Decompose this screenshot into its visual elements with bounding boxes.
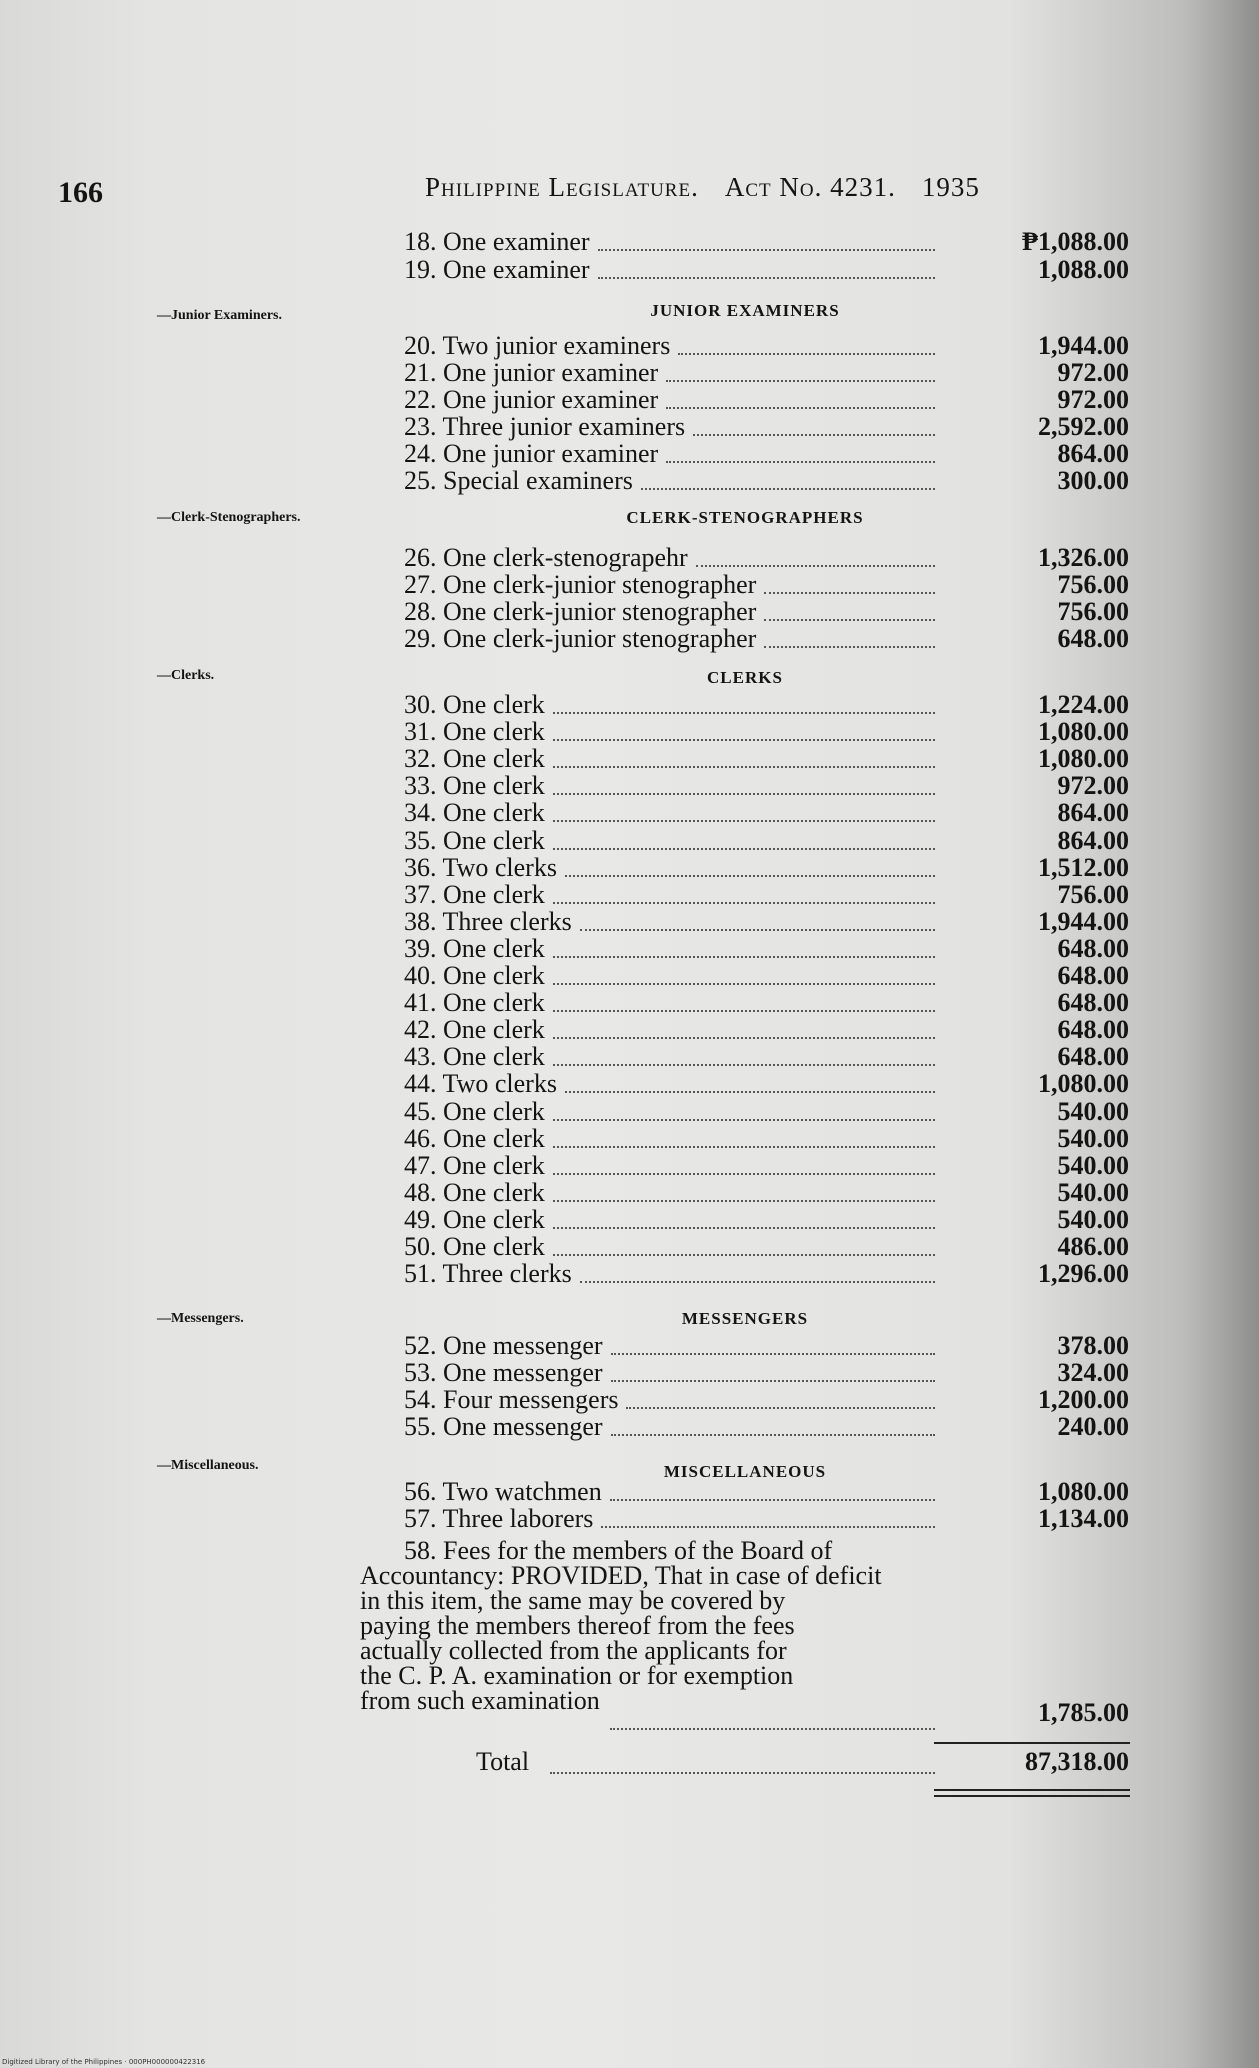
leader-dots xyxy=(565,875,935,877)
item-58-line: from such examination xyxy=(360,1686,600,1715)
digitization-footer: Digitized Library of the Philippines · 000PH000000422316 xyxy=(2,2058,206,2066)
item-amount: 1,224.00 xyxy=(1038,690,1129,719)
table-row xyxy=(0,717,1259,747)
item-amount: 1,944.00 xyxy=(1038,331,1129,360)
item-amount: 1,134.00 xyxy=(1038,1504,1129,1533)
item-58-line: the C. P. A. examination or for exemption xyxy=(360,1661,794,1690)
leader-dots xyxy=(666,461,935,463)
item-label: 35. One clerk xyxy=(404,825,545,855)
leader-dots xyxy=(565,1091,935,1093)
table-row xyxy=(0,385,1259,412)
table-row xyxy=(0,624,1259,651)
table-row xyxy=(0,826,1259,853)
item-amount: 240.00 xyxy=(1057,1412,1129,1441)
item-amount: 540.00 xyxy=(1057,1204,1129,1234)
total-label: Total xyxy=(476,1747,530,1776)
table-row xyxy=(0,744,1259,774)
item-label: 53. One messenger xyxy=(404,1358,603,1387)
item-label: 20. Two junior examiners xyxy=(404,331,671,360)
item-label: 44. Two clerks xyxy=(404,1069,557,1099)
item-amount: 486.00 xyxy=(1057,1232,1129,1261)
table-row xyxy=(0,1124,1259,1151)
item-label: 40. One clerk xyxy=(404,961,545,990)
leader-dots xyxy=(553,1064,935,1066)
table-row xyxy=(0,880,1259,907)
leader-dots xyxy=(553,1119,935,1121)
item-label: 36. Two clerks xyxy=(404,852,557,882)
item-label: 29. One clerk-junior stenographer xyxy=(404,624,757,653)
leader-dots xyxy=(601,1526,935,1528)
item-label: 52. One messenger xyxy=(404,1331,603,1360)
table-row xyxy=(0,439,1259,466)
item-label: 38. Three clerks xyxy=(404,906,572,936)
table-row xyxy=(0,543,1259,570)
item-label: 55. One messenger xyxy=(404,1412,603,1441)
total-amount: 87,318.00 xyxy=(1025,1747,1129,1776)
leader-dots xyxy=(611,1353,935,1355)
margin-note: —Miscellaneous. xyxy=(157,1458,259,1473)
item-label: 39. One clerk xyxy=(404,933,545,963)
leader-dots xyxy=(553,1146,935,1148)
item-label: 21. One junior examiner xyxy=(404,358,659,387)
item-58-line: actually collected from the applicants for xyxy=(360,1636,787,1665)
table-row xyxy=(0,1331,1259,1358)
item-amount: 756.00 xyxy=(1057,879,1129,909)
item-label: 25. Special examiners xyxy=(404,466,633,495)
item-amount: 648.00 xyxy=(1057,624,1129,653)
item-label: 23. Three junior examiners xyxy=(404,412,686,441)
item-label: 46. One clerk xyxy=(404,1123,545,1153)
item-label: 57. Three laborers xyxy=(404,1504,594,1533)
table-row xyxy=(0,1042,1259,1072)
leader-dots xyxy=(580,1281,935,1283)
table-row xyxy=(0,988,1259,1018)
item-amount: 864.00 xyxy=(1057,439,1129,468)
item-amount: 540.00 xyxy=(1057,1177,1129,1207)
table-row xyxy=(0,255,1259,282)
item-58-line: 58. Fees for the members of the Board of xyxy=(404,1536,833,1565)
leader-dots xyxy=(678,353,935,355)
page-number: 166 xyxy=(58,176,103,209)
item-label: 43. One clerk xyxy=(404,1042,545,1072)
item-label: 27. One clerk-junior stenographer xyxy=(404,570,757,599)
margin-note: —Messengers. xyxy=(157,1311,244,1326)
table-row xyxy=(0,227,1259,254)
table-row xyxy=(0,690,1259,717)
table-row xyxy=(0,1151,1259,1178)
table-row xyxy=(0,1259,1259,1289)
item-amount: 378.00 xyxy=(1057,1331,1129,1360)
leader-dots xyxy=(610,1499,935,1501)
item-amount: 1,088.00 xyxy=(1038,255,1129,284)
item-amount: 1,080.00 xyxy=(1038,744,1129,774)
item-amount: 756.00 xyxy=(1057,597,1129,626)
item-amount: 1,785.00 xyxy=(1038,1698,1129,1727)
item-amount: 648.00 xyxy=(1057,961,1129,990)
leader-dots xyxy=(553,1200,935,1202)
leader-dots xyxy=(553,739,935,741)
table-row xyxy=(0,331,1259,358)
leader-dots xyxy=(553,956,935,958)
leader-dots xyxy=(626,1407,935,1409)
leader-dots xyxy=(553,902,935,904)
table-row xyxy=(0,358,1259,385)
leader-dots xyxy=(598,249,935,251)
item-label: 31. One clerk xyxy=(404,717,545,747)
leader-dots xyxy=(553,1010,935,1012)
item-label: 48. One clerk xyxy=(404,1177,545,1207)
margin-note: —Clerk-Stenographers. xyxy=(157,510,301,525)
leader-dots xyxy=(550,1772,935,1774)
item-amount: 1,080.00 xyxy=(1038,1069,1129,1099)
item-label: 50. One clerk xyxy=(404,1232,545,1261)
item-label: 18. One examiner xyxy=(404,227,590,256)
double-rule xyxy=(934,1795,1130,1797)
margin-note: —Junior Examiners. xyxy=(157,308,282,323)
item-58-line: paying the members thereof from the fees xyxy=(360,1611,795,1640)
table-row xyxy=(0,961,1259,988)
item-amount: 648.00 xyxy=(1057,988,1129,1018)
leader-dots xyxy=(611,1380,935,1382)
double-rule xyxy=(934,1789,1130,1791)
leader-dots xyxy=(666,407,935,409)
leader-dots xyxy=(553,793,935,795)
item-label: 30. One clerk xyxy=(404,690,545,719)
table-row xyxy=(0,1504,1259,1531)
item-label: 45. One clerk xyxy=(404,1096,545,1126)
table-row xyxy=(0,1097,1259,1124)
section-heading: CLERKS xyxy=(707,668,783,687)
leader-dots xyxy=(553,712,935,714)
item-amount: 1,080.00 xyxy=(1038,717,1129,747)
leader-dots xyxy=(764,619,935,621)
table-row xyxy=(0,1385,1259,1412)
item-amount: 1,200.00 xyxy=(1038,1385,1129,1414)
table-row xyxy=(0,1358,1259,1385)
leader-dots xyxy=(553,1254,935,1256)
leader-dots xyxy=(610,1728,935,1730)
item-amount: 540.00 xyxy=(1057,1096,1129,1126)
item-amount: 864.00 xyxy=(1057,825,1129,855)
header-act: Act No. 4231. xyxy=(724,172,896,202)
table-row xyxy=(0,1232,1259,1259)
section-heading: MESSENGERS xyxy=(681,1309,809,1328)
table-row xyxy=(0,771,1259,801)
table-row xyxy=(0,1412,1259,1439)
leader-dots xyxy=(696,565,935,567)
item-label: 54. Four messengers xyxy=(404,1385,619,1414)
item-label: 26. One clerk-stenograpehr xyxy=(404,543,688,572)
item-label: 37. One clerk xyxy=(404,879,545,909)
item-amount: 324.00 xyxy=(1057,1358,1129,1387)
item-label: 22. One junior examiner xyxy=(404,385,659,414)
margin-note: —Clerks. xyxy=(157,668,215,683)
item-amount: 756.00 xyxy=(1057,570,1129,599)
item-amount: 972.00 xyxy=(1057,771,1129,801)
item-amount: 972.00 xyxy=(1057,358,1129,387)
table-row xyxy=(0,1178,1259,1205)
leader-dots xyxy=(611,1434,935,1436)
table-row xyxy=(0,1069,1259,1099)
leader-dots xyxy=(553,848,935,850)
leader-dots xyxy=(764,646,935,648)
item-amount: 1,512.00 xyxy=(1038,852,1129,882)
running-header xyxy=(425,172,980,203)
table-row xyxy=(0,597,1259,624)
table-row xyxy=(0,907,1259,934)
table-row xyxy=(0,1205,1259,1232)
item-amount: 2,592.00 xyxy=(1038,412,1129,441)
leader-dots xyxy=(693,434,935,436)
item-label: 42. One clerk xyxy=(404,1015,545,1045)
leader-dots xyxy=(553,983,935,985)
item-58-line: Accountancy: PROVIDED, That in case of deficit xyxy=(360,1561,882,1590)
item-58-line: in this item, the same may be covered by xyxy=(360,1586,786,1615)
item-58-paragraph xyxy=(360,1538,936,1713)
leader-dots xyxy=(764,592,935,594)
table-row xyxy=(0,412,1259,439)
item-label: 51. Three clerks xyxy=(404,1259,572,1289)
item-amount: 1,944.00 xyxy=(1038,906,1129,936)
leader-dots xyxy=(553,1227,935,1229)
header-legislature: Philippine Legislature. xyxy=(425,172,699,202)
item-label: 28. One clerk-junior stenographer xyxy=(404,597,757,626)
table-row xyxy=(0,570,1259,597)
item-amount: 540.00 xyxy=(1057,1150,1129,1180)
header-year: 1935 xyxy=(921,172,980,202)
item-label: 19. One examiner xyxy=(404,255,590,284)
item-label: 33. One clerk xyxy=(404,771,545,801)
table-row xyxy=(0,1015,1259,1045)
item-amount: 864.00 xyxy=(1057,798,1129,828)
item-amount: 1,326.00 xyxy=(1038,543,1129,572)
table-row xyxy=(0,934,1259,961)
table-row xyxy=(0,1477,1259,1504)
leader-dots xyxy=(666,380,935,382)
item-amount: 300.00 xyxy=(1057,466,1129,495)
item-amount: 648.00 xyxy=(1057,1042,1129,1072)
leader-dots xyxy=(553,1037,935,1039)
item-amount: 1,080.00 xyxy=(1038,1477,1129,1506)
total-rule xyxy=(934,1742,1130,1744)
table-row xyxy=(0,853,1259,880)
item-label: 56. Two watchmen xyxy=(404,1477,602,1506)
table-row xyxy=(0,798,1259,828)
item-label: 41. One clerk xyxy=(404,988,545,1018)
section-heading: MISCELLANEOUS xyxy=(663,1462,827,1481)
item-amount: 540.00 xyxy=(1057,1123,1129,1153)
item-amount: 1,296.00 xyxy=(1038,1259,1129,1289)
section-heading: JUNIOR EXAMINERS xyxy=(650,301,840,320)
leader-dots xyxy=(580,929,935,931)
table-row xyxy=(0,466,1259,493)
leader-dots xyxy=(553,820,935,822)
item-label: 32. One clerk xyxy=(404,744,545,774)
item-label: 47. One clerk xyxy=(404,1150,545,1180)
section-heading: CLERK-STENOGRAPHERS xyxy=(626,508,864,527)
item-amount: ₱1,088.00 xyxy=(1022,227,1129,256)
item-amount: 648.00 xyxy=(1057,933,1129,963)
item-amount: 972.00 xyxy=(1057,385,1129,414)
item-label: 24. One junior examiner xyxy=(404,439,659,468)
leader-dots xyxy=(553,766,935,768)
leader-dots xyxy=(553,1173,935,1175)
item-label: 49. One clerk xyxy=(404,1204,545,1234)
leader-dots xyxy=(598,277,935,279)
item-amount: 648.00 xyxy=(1057,1015,1129,1045)
item-label: 34. One clerk xyxy=(404,798,545,828)
leader-dots xyxy=(641,488,935,490)
